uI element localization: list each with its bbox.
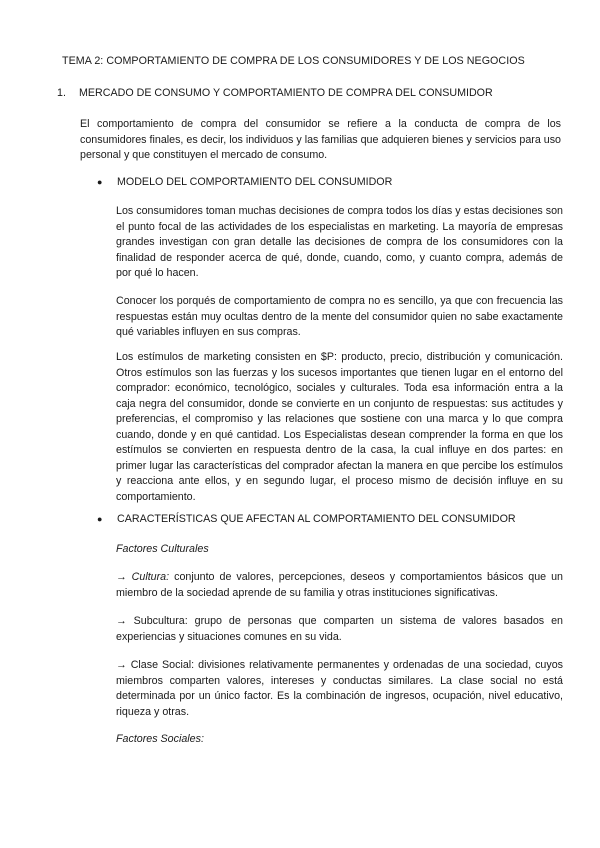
definition-text: conjunto de valores, percepciones, deseos y comportamientos básicos que un miembro de la sociedad aprende de su familia y otras instituciones significativas.	[116, 571, 563, 599]
subheading-factores-sociales: Factores Sociales:	[116, 733, 204, 745]
section-intro-paragraph: El comportamiento de compra del consumidor se refiere a la conducta de compra de los consumidores finales, es decir, los individuos y las familias que adquieren bienes y servicios para uso personal y que constituyen el mercado de consumo.	[80, 118, 561, 161]
bullet-heading-text: MODELO DEL COMPORTAMIENTO DEL CONSUMIDOR	[117, 176, 393, 188]
bullet-heading-modelo	[97, 175, 392, 191]
bullet-marker: ●	[97, 177, 103, 187]
page-title: TEMA 2: COMPORTAMIENTO DE COMPRA DE LOS CONSUMIDORES Y DE LOS NEGOCIOS	[62, 55, 525, 67]
term-cultura: → Cultura:	[116, 571, 170, 583]
paragraph: Los consumidores toman muchas decisiones de compra todos los días y estas decisiones son el punto focal de las actividades de los especialistas en marketing. La mayoría de empresas grandes investigan con gran detalle las decisiones de compra de los consumidores con la finalidad de responder acerca de qué, donde, cuando, como, y cuanto compra, además de por qué lo hacen.	[116, 205, 563, 279]
section-number: 1.	[57, 87, 66, 99]
bullet-heading-caracteristicas	[97, 512, 516, 528]
section-heading	[57, 86, 493, 102]
subheading-factores-culturales: Factores Culturales	[116, 543, 209, 555]
definition-cultura	[116, 570, 563, 601]
bullet-heading-text: CARACTERÍSTICAS QUE AFECTAN AL COMPORTAMIENTO DEL CONSUMIDOR	[117, 513, 516, 525]
definition-clase-social: → Clase Social: divisiones relativamente permanentes y ordenadas de una sociedad, cuyos miembros comparten valores, intereses y conductas similares. La clase social no está determinada por un único factor. Es la combinación de ingresos, ocupación, nivel educativo, riqueza y otras.	[116, 659, 563, 718]
definition-subcultura: → Subcultura: grupo de personas que comparten un sistema de valores basados en experiencias y situaciones comunes en su vida.	[116, 615, 563, 643]
bullet-marker: ●	[97, 514, 103, 524]
section-heading-text: MERCADO DE CONSUMO Y COMPORTAMIENTO DE COMPRA DEL CONSUMIDOR	[79, 87, 493, 99]
paragraph: Los estímulos de marketing consisten en $P: producto, precio, distribución y comunicación. Otros estímulos son las fuerzas y los sucesos importantes que tienen lugar en el entorno del comprador: económico, tecnológico, sociales y culturales. Toda esa información entra a la caja negra del consumidor, donde se convierte en un conjunto de respuestas: sus actitudes y preferencias, el compromiso y las relaciones que sostiene con una marca y lo que compra cuando, donde y en qué cantidad. Los Especialistas desean comprender la forma en que los estímulos se convierten en respuesta dentro de la casa, la cual influye en dos partes: en primer lugar las características del comprador afectan la manera en que percibe los estímulos y reacciona ante ellos, y en segundo lugar, el proceso mismo de decisión influye en su comportamiento.	[116, 351, 563, 503]
paragraph: Conocer los porqués de comportamiento de compra no es sencillo, ya que con frecuencia las respuestas están muy ocultas dentro de la mente del consumidor quien no sabe exactamente qué variables influyen en sus compras.	[116, 295, 563, 338]
